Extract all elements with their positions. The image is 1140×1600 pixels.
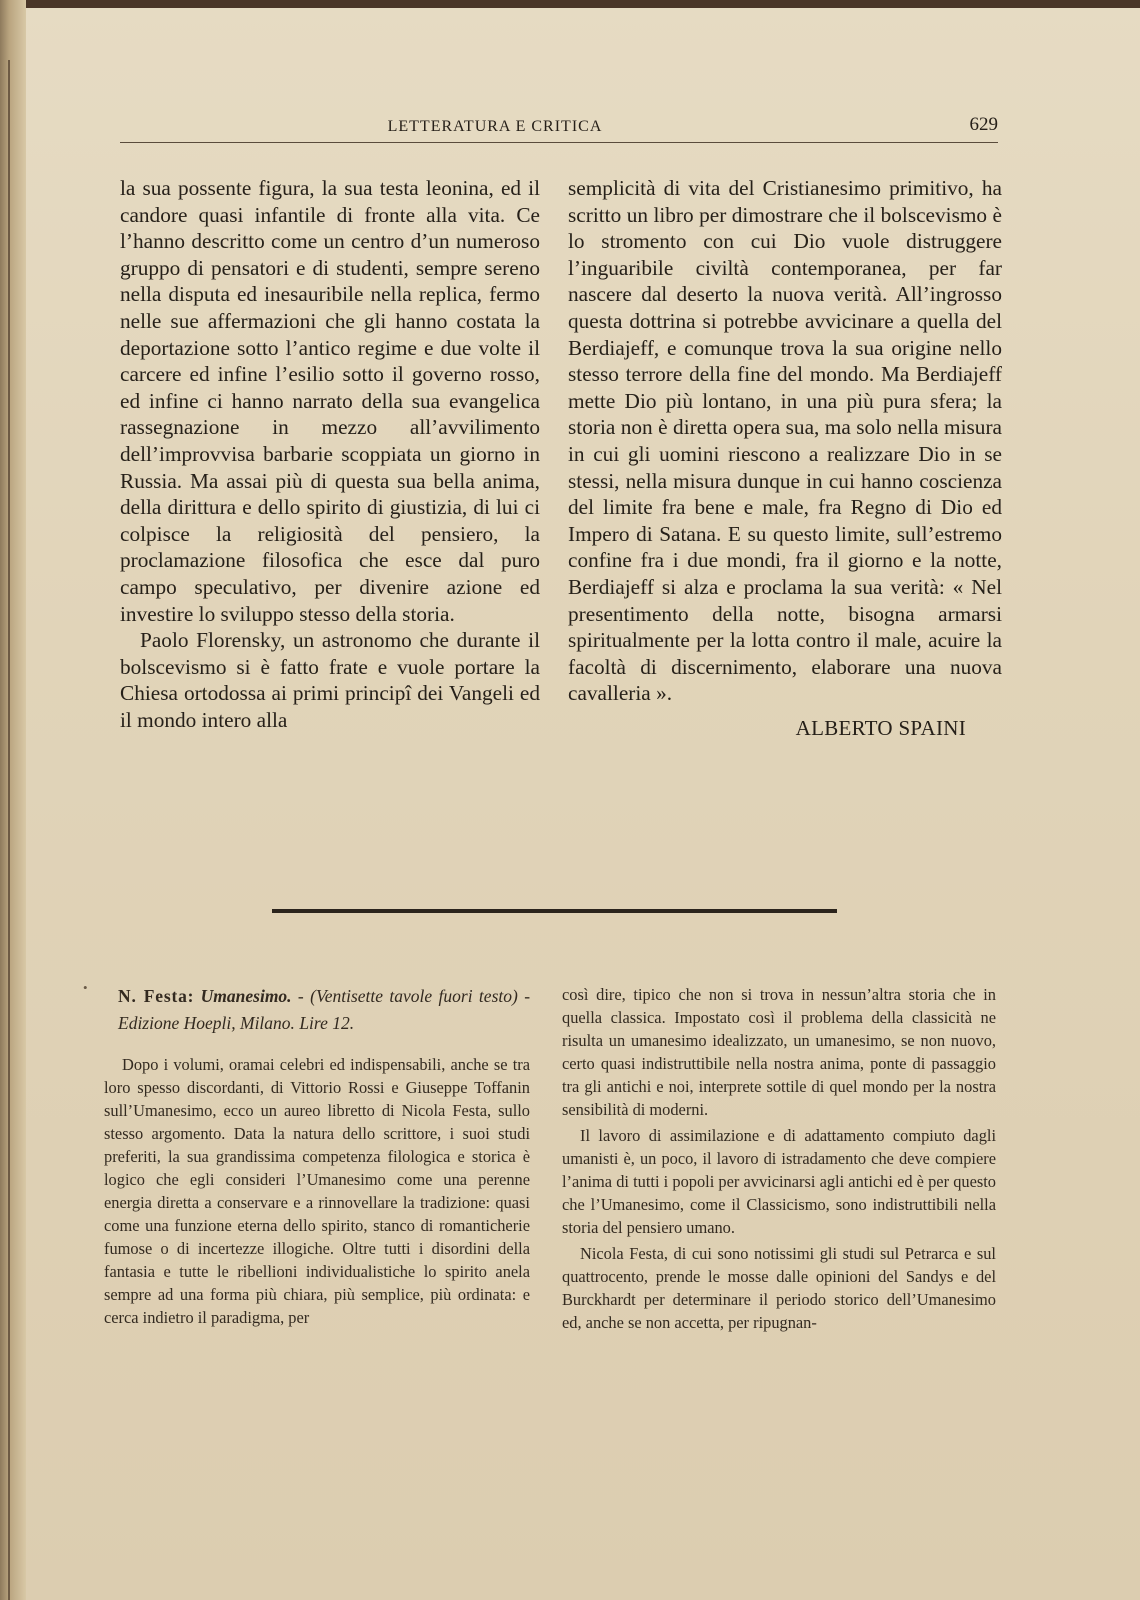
article-paragraph: semplicità di vita del Cristianesimo primitivo, ha scritto un libro per dimostrare che il bolscevismo è lo stromento con cui Dio vuole distruggere l’inguaribile civiltà contemporanea, per far nascere dal deserto la nuova verità. All’ingrosso questa dottrina si potrebbe avvicinare a quella del Berdiajeff, e comunque trova la sua origine nello stesso terrore della fine del mondo. Ma Berdiajeff mette Dio più lontano, in una più pura sfera; la storia non è diretta opera sua, ma solo nella misura in cui gli uomini riescono a realizzare Dio in se stessi, nella misura dunque in cui hanno coscienza del limite fra bene e male, fra Regno di Dio ed Impero di Satana. E su questo limite, sull’estremo confine fra i due mondi, fra il giorno e la notte, Berdiajeff si alza e proclama la sua verità: « Nel presentimento della notte, bisogna armarsi spiritualmente per la lotta contro il male, acuire la facoltà di discernimento, elaborare una nuova cavalleria ». xyxy=(568,176,1002,706)
review-paragraph: Nicola Festa, di cui sono notissimi gli studi sul Petrarca e sul quattrocento, prende le mosse dalle opinioni del Sandys e del Burckhardt per determinare il periodo storico dell’Umanesimo ed, anche se non accetta, per ripugnan- xyxy=(562,1244,996,1332)
review-plates-note: (Ventisette tavole fuori testo) xyxy=(310,986,518,1006)
review-heading xyxy=(104,983,530,1037)
running-header-title: LETTERATURA E CRITICA xyxy=(387,118,603,135)
review-paragraph: Il lavoro di assimilazione e di adattamento compiuto dagli umanisti è, un poco, il lavoro di istradamento che deve compiere l’anima di tutti i popoli per avvicinarsi agli antichi ed è per questo che l’Umanesimo, come il Classicismo, sono indistruttibili nella storia del pensiero umano. xyxy=(562,1126,996,1237)
review-price: Lire 12. xyxy=(299,1013,355,1033)
margin-mark: • xyxy=(83,980,88,995)
page-number: 629 xyxy=(969,114,998,135)
page-binding-edge xyxy=(0,0,26,1600)
review-column-right xyxy=(562,983,996,1334)
binding-line xyxy=(8,60,10,1600)
review-paragraph: Dopo i volumi, oramai celebri ed indispensabili, anche se tra loro spesso discordanti, di Vittorio Rossi e Giuseppe Toffanin sull’Umanesimo, ecco un aureo libretto di Nicola Festa, sullo stesso argomento. Data la natura dello scrittore, i suoi studi preferiti, la sua grandissima competenza filologica e storica è logico che egli consideri l’Umanesimo come una perenne energia diretta a conservare e a rinnovellare la tradizione: quasi come una funzione eterna dello spirito, stanco di romanticherie fumose o di incertezze illogiche. Oltre tutti i disordini della fantasia e tutte le ribellioni individualistiche lo spirito anela sempre ad una forma più chiara, più semplice, più ordinata: e cerca indietro il paradigma, per xyxy=(104,1055,530,1327)
review-author: N. Festa: xyxy=(118,986,195,1006)
review-separator: - xyxy=(517,986,531,1006)
article-column-left xyxy=(120,175,540,733)
article-paragraph: Paolo Florensky, un astronomo che durante il bolscevismo si è fatto frate e vuole portare la Chiesa ortodossa ai primi principî dei Vangeli ed il mondo intero alla xyxy=(120,628,540,732)
header-rule xyxy=(120,142,998,143)
review-separator: - xyxy=(291,986,311,1006)
review-column-left xyxy=(104,983,530,1329)
article-column-right xyxy=(568,175,1002,741)
running-header xyxy=(120,112,998,142)
author-signature: ALBERTO SPAINI xyxy=(795,715,966,740)
review-paragraph: così dire, tipico che non si trova in nessun’altra storia che in quella classica. Impostato così il problema della classicità ne risulta un umanesimo idealizzato, un umanesimo, se non nuovo, certo quasi indistruttibile nella nostra anima, ponte di passaggio tra gli antichi e noi, interprete sottile di quel mondo per la nostra sensibilità di moderni. xyxy=(562,985,996,1119)
article-paragraph: la sua possente figura, la sua testa leonina, ed il candore quasi infantile di fronte alla vita. Ce l’hanno descritto come un centro d’un numeroso gruppo di pensatori e di studenti, sempre sereno nella disputa ed inesauribile nella replica, fermo nelle sue affermazioni che gli hanno costata la deportazione sotto l’antico regime e due volte il carcere ed infine l’esilio sotto il governo rosso, ed infine ci hanno narrato della sua evangelica rassegnazione in mezzo all’avvilimento dell’improvvisa barbarie scoppiata un giorno in Russia. Ma assai più di questa sua bella anima, della dirittura e dello spirito di giustizia, di lui ci colpisce la religiosità del pensiero, la proclamazione filosofica che esce dal puro campo speculativo, per divenire azione ed investire lo sviluppo stesso della storia. xyxy=(120,176,540,626)
section-divider xyxy=(272,909,837,913)
review-publisher: Edizione Hoepli, Milano. xyxy=(118,1013,295,1033)
review-book-title: Umanesimo. xyxy=(200,986,292,1006)
page-top-edge xyxy=(0,0,1140,8)
